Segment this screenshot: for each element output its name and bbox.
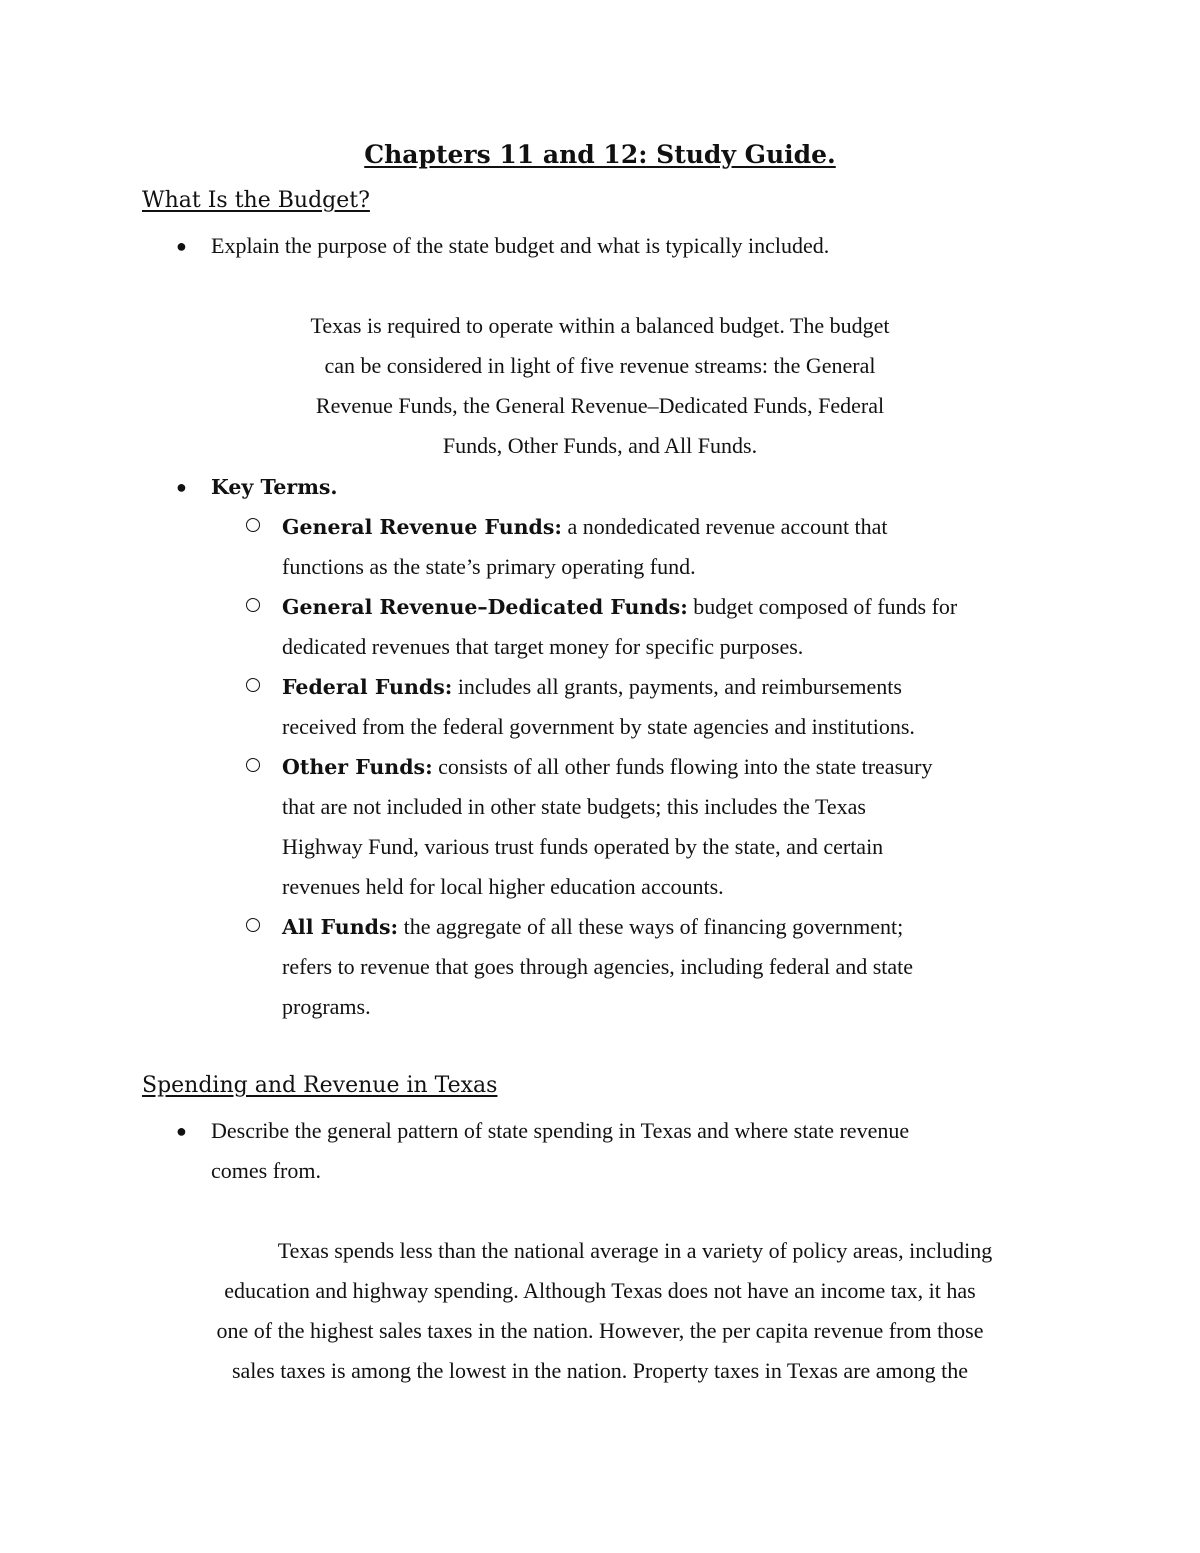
paragraph-line: Texas is required to operate within a balanced budget. The budget — [310, 313, 890, 338]
term-definition: budget composed of funds for — [687, 594, 958, 619]
circle-bullet-icon — [246, 758, 260, 772]
bullet-text-line: comes from. — [211, 1158, 321, 1183]
section-heading-budget: What Is the Budget? — [142, 188, 370, 213]
term-definition: consists of all other funds flowing into the state treasury — [432, 754, 933, 779]
term-definition: refers to revenue that goes through agencies, including federal and state — [282, 954, 914, 979]
term-name: All Funds: — [282, 915, 399, 939]
term-name: General Revenue–Dedicated Funds: — [282, 595, 688, 619]
term-definition: includes all grants, payments, and reimbursements — [452, 674, 902, 699]
term-definition: a nondedicated revenue account that — [561, 514, 888, 539]
paragraph-line: Revenue Funds, the General Revenue–Dedicated Funds, Federal — [315, 393, 885, 418]
term-definition: the aggregate of all these ways of financing government; — [398, 914, 904, 939]
paragraph-line: can be considered in light of five revenue streams: the General — [324, 353, 876, 378]
bullet-text — [211, 1111, 1051, 1191]
term-definition: revenues held for local higher education accounts. — [282, 874, 724, 899]
bullet-icon: ● — [176, 1121, 187, 1141]
term-definition: Highway Fund, various trust funds operated by the state, and certain — [282, 834, 884, 859]
term-name: Federal Funds: — [282, 675, 453, 699]
term-definition: that are not included in other state budgets; this includes the Texas — [282, 794, 866, 819]
term-definition: dedicated revenues that target money for specific purposes. — [282, 634, 804, 659]
spending-answer-paragraph — [140, 1231, 1060, 1391]
circle-bullet-icon — [246, 918, 260, 932]
page-title: Chapters 11 and 12: Study Guide. — [364, 140, 836, 169]
paragraph-line: Texas spends less than the national average in a variety of policy areas, including — [277, 1238, 993, 1263]
key-term-item — [246, 667, 1046, 747]
key-term-item — [246, 747, 1046, 907]
key-term-item — [246, 587, 1046, 667]
term-definition: received from the federal government by state agencies and institutions. — [282, 714, 915, 739]
term-name: Other Funds: — [282, 755, 433, 779]
bullet-text: Explain the purpose of the state budget and what is typically included. — [211, 233, 830, 258]
section-heading-spending: Spending and Revenue in Texas — [142, 1073, 498, 1098]
paragraph-line: education and highway spending. Although Texas does not have an income tax, it has — [224, 1278, 976, 1303]
circle-bullet-icon — [246, 598, 260, 612]
paragraph-line: Funds, Other Funds, and All Funds. — [442, 433, 758, 458]
key-term-item — [246, 507, 1046, 587]
bullet-icon: ● — [176, 477, 187, 497]
key-terms-list — [246, 507, 1046, 1027]
term-definition: functions as the state’s primary operating fund. — [282, 554, 696, 579]
circle-bullet-icon — [246, 518, 260, 532]
budget-answer-paragraph — [240, 306, 960, 466]
key-term-item — [246, 907, 1046, 1027]
circle-bullet-icon — [246, 678, 260, 692]
key-terms-label: Key Terms. — [211, 475, 338, 499]
term-definition: programs. — [282, 994, 371, 1019]
paragraph-line: one of the highest sales taxes in the nation. However, the per capita revenue from those — [216, 1318, 984, 1343]
term-name: General Revenue Funds: — [282, 515, 562, 539]
bullet-text-line: Describe the general pattern of state spending in Texas and where state revenue — [211, 1118, 910, 1143]
bullet-icon: ● — [176, 236, 187, 256]
paragraph-line: sales taxes is among the lowest in the nation. Property taxes in Texas are among the — [231, 1358, 969, 1383]
